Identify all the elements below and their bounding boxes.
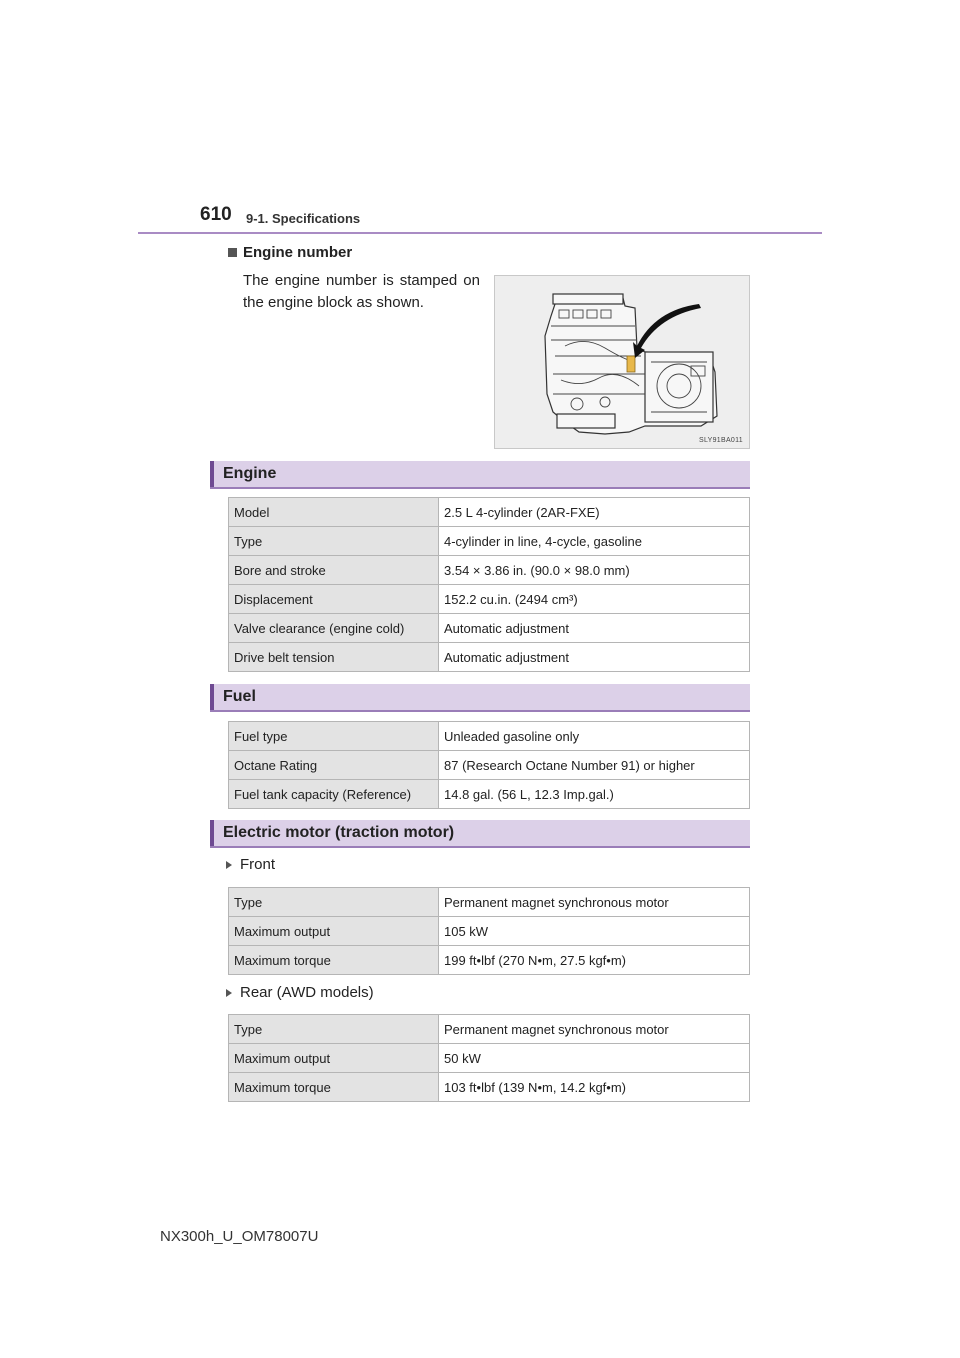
- engine-number-heading: [228, 244, 352, 261]
- spec-value: 4-cylinder in line, 4-cycle, gasoline: [439, 527, 750, 556]
- table-row: [229, 888, 750, 917]
- front-motor-spec-table: [228, 887, 750, 975]
- fuel-spec-table: [228, 721, 750, 809]
- table-row: [229, 1044, 750, 1073]
- spec-label: Model: [229, 498, 439, 527]
- spec-label: Displacement: [229, 585, 439, 614]
- spec-label: Maximum output: [229, 1044, 439, 1073]
- spec-value: 103 ft•lbf (139 N•m, 14.2 kgf•m): [439, 1073, 750, 1102]
- figure-code: SLY91BA011: [699, 437, 743, 444]
- spec-label: Maximum torque: [229, 1073, 439, 1102]
- spec-value: 2.5 L 4-cylinder (2AR-FXE): [439, 498, 750, 527]
- spec-value: 3.54 × 3.86 in. (90.0 × 98.0 mm): [439, 556, 750, 585]
- table-row: [229, 556, 750, 585]
- table-row: [229, 498, 750, 527]
- pointer-arrow-icon: [633, 304, 701, 358]
- square-bullet-icon: [228, 248, 237, 257]
- spec-value: Permanent magnet synchronous motor: [439, 1015, 750, 1044]
- table-row: [229, 946, 750, 975]
- engine-number-stamp-marker: [627, 356, 635, 372]
- spec-value: 87 (Research Octane Number 91) or higher: [439, 751, 750, 780]
- spec-label: Fuel tank capacity (Reference): [229, 780, 439, 809]
- table-row: [229, 643, 750, 672]
- engine-number-text: The engine number is stamped on the engine block as shown.: [243, 272, 480, 311]
- engine-spec-table: [228, 497, 750, 672]
- engine-block-illustration: [495, 276, 751, 450]
- spec-value: Automatic adjustment: [439, 643, 750, 672]
- spec-value: 14.8 gal. (56 L, 12.3 Imp.gal.): [439, 780, 750, 809]
- spec-value: Permanent magnet synchronous motor: [439, 888, 750, 917]
- spec-value: Unleaded gasoline only: [439, 722, 750, 751]
- rear-motor-label-text: Rear (AWD models): [240, 984, 374, 1001]
- engine-section-band: [210, 461, 750, 489]
- table-row: [229, 722, 750, 751]
- table-row: [229, 751, 750, 780]
- motor-section-band: [210, 820, 750, 848]
- spec-value: Automatic adjustment: [439, 614, 750, 643]
- spec-value: 199 ft•lbf (270 N•m, 27.5 kgf•m): [439, 946, 750, 975]
- spec-value: 105 kW: [439, 917, 750, 946]
- motor-section-title: Electric motor (traction motor): [223, 824, 455, 841]
- footer-code: NX300h_U_OM78007U: [160, 1228, 319, 1245]
- table-row: [229, 585, 750, 614]
- spec-value: 152.2 cu.in. (2494 cm³): [439, 585, 750, 614]
- rear-motor-spec-table: [228, 1014, 750, 1102]
- spec-label: Maximum output: [229, 917, 439, 946]
- table-row: [229, 780, 750, 809]
- rear-motor-label: [226, 984, 374, 1001]
- fuel-section-title: Fuel: [223, 688, 256, 705]
- fuel-section-band: [210, 684, 750, 712]
- spec-label: Maximum torque: [229, 946, 439, 975]
- table-row: [229, 614, 750, 643]
- front-motor-label-text: Front: [240, 856, 276, 873]
- engine-figure: [494, 275, 750, 449]
- front-motor-label: [226, 856, 275, 873]
- table-row: [229, 527, 750, 556]
- spec-label: Drive belt tension: [229, 643, 439, 672]
- table-row: [229, 917, 750, 946]
- triangle-bullet-icon: [226, 861, 232, 869]
- triangle-bullet-icon: [226, 989, 232, 997]
- engine-section-title: Engine: [223, 465, 277, 482]
- spec-label: Type: [229, 527, 439, 556]
- table-row: [229, 1015, 750, 1044]
- spec-label: Type: [229, 1015, 439, 1044]
- page-number: 610: [200, 204, 232, 225]
- spec-value: 50 kW: [439, 1044, 750, 1073]
- spec-label: Bore and stroke: [229, 556, 439, 585]
- section-label: 9-1. Specifications: [246, 211, 361, 226]
- table-row: [229, 1073, 750, 1102]
- header-rule: [138, 232, 822, 234]
- spec-label: Type: [229, 888, 439, 917]
- spec-label: Fuel type: [229, 722, 439, 751]
- spec-label: Octane Rating: [229, 751, 439, 780]
- spec-label: Valve clearance (engine cold): [229, 614, 439, 643]
- engine-number-heading-text: Engine number: [243, 244, 353, 261]
